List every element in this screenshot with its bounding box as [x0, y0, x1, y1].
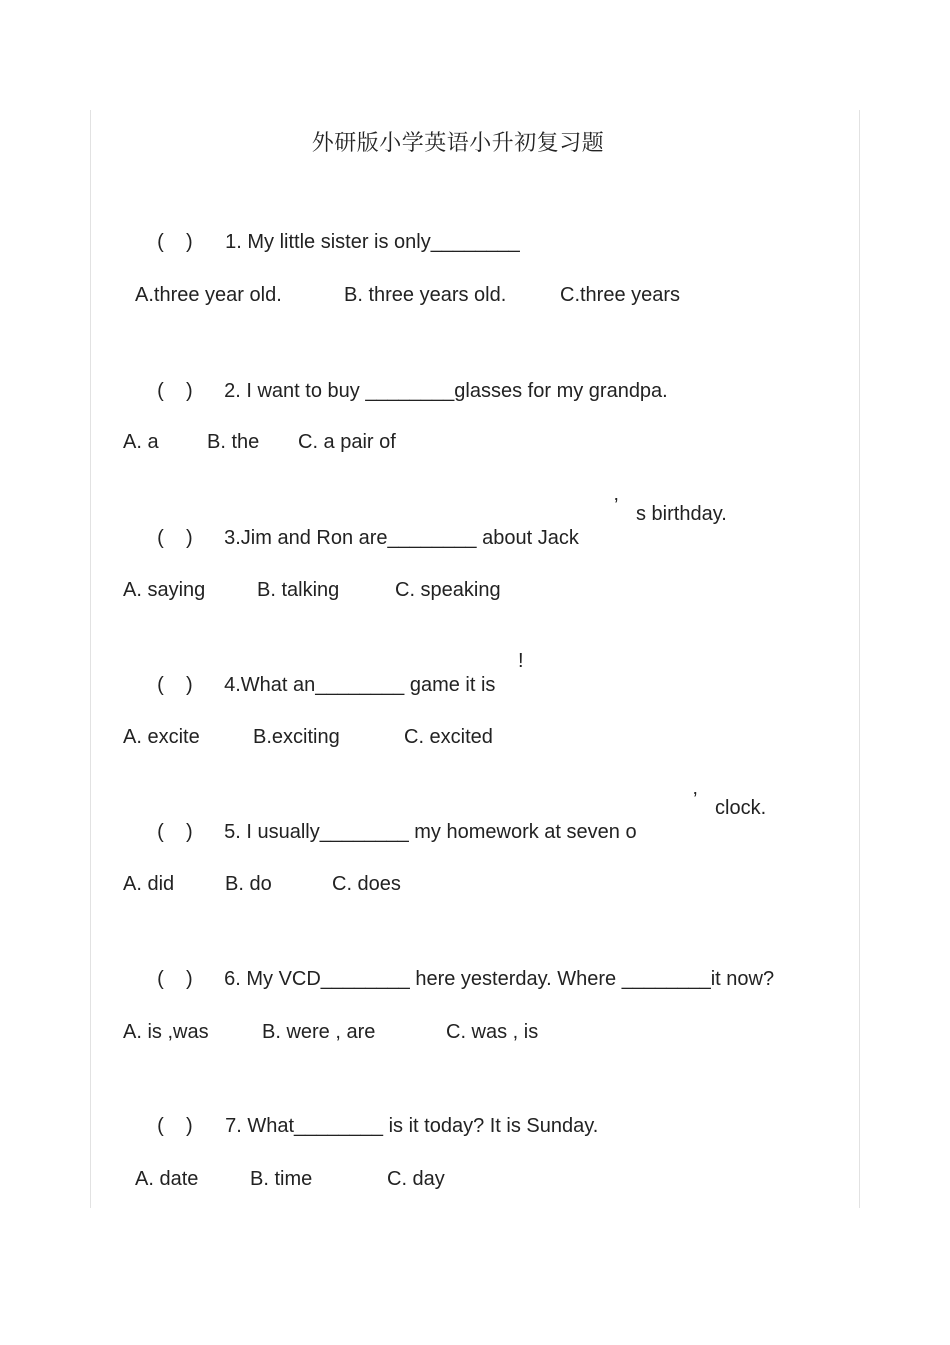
apostrophe: ’ — [614, 495, 619, 517]
option-a: A. date — [135, 1168, 199, 1190]
question-stem: 5. I usually________ my homework at seven o — [224, 821, 637, 843]
option-b: B. do — [225, 873, 272, 895]
option-b: B. the — [207, 431, 260, 453]
question-stem: 1. My little sister is only________ — [225, 231, 520, 253]
option-a: A. a — [123, 431, 159, 453]
option-a: A. saying — [123, 579, 206, 601]
answer-blank[interactable]: ( ) — [157, 674, 193, 696]
option-c: C. excited — [404, 726, 493, 748]
option-b: B. three years old. — [344, 284, 507, 306]
option-a: A. is ,was — [123, 1021, 209, 1043]
answer-blank[interactable]: ( ) — [157, 380, 193, 402]
apostrophe: ’ — [693, 789, 698, 811]
option-c: C. day — [387, 1168, 445, 1190]
question-7 — [146, 1090, 598, 1138]
question-stem: 2. I want to buy ________glasses for my grandpa. — [224, 380, 668, 402]
answer-blank[interactable]: ( ) — [157, 1115, 193, 1137]
option-b: B.exciting — [253, 726, 340, 748]
answer-blank[interactable]: ( ) — [157, 821, 193, 843]
option-b: B. talking — [257, 579, 340, 601]
question-1 — [146, 206, 520, 254]
option-a: A.three year old. — [135, 284, 282, 306]
answer-blank[interactable]: ( ) — [157, 231, 193, 253]
question-3 — [146, 502, 579, 550]
question-4 — [146, 649, 495, 697]
option-a: A. excite — [123, 726, 200, 748]
option-c: C. was , is — [446, 1021, 539, 1043]
option-a: A. did — [123, 873, 175, 895]
question-stem-end: ! — [518, 650, 524, 672]
question-stem: 6. My VCD________ here yesterday. Where ________it now? — [224, 968, 775, 990]
question-stem: 4.What an________ game it is — [224, 674, 496, 696]
option-b: B. time — [250, 1168, 313, 1190]
option-c: C. does — [332, 873, 401, 895]
option-c: C. speaking — [395, 579, 501, 601]
option-b: B. were , are — [262, 1021, 376, 1043]
answer-blank[interactable]: ( ) — [157, 527, 193, 549]
question-5 — [146, 796, 637, 844]
answer-blank[interactable]: ( ) — [157, 968, 193, 990]
question-stem-end: clock. — [715, 797, 767, 819]
question-2 — [146, 355, 668, 403]
option-c: C.three years — [560, 284, 681, 306]
question-stem: 3.Jim and Ron are________ about Jack — [224, 527, 579, 549]
page-left-border — [90, 110, 91, 1208]
page-title: 外研版小学英语小升初复习题 — [311, 131, 605, 156]
option-c: C. a pair of — [298, 431, 396, 453]
question-6 — [146, 943, 774, 991]
page-right-border — [859, 110, 860, 1208]
question-stem-end: s birthday. — [636, 503, 727, 525]
question-stem: 7. What________ is it today? It is Sunday. — [225, 1115, 599, 1137]
